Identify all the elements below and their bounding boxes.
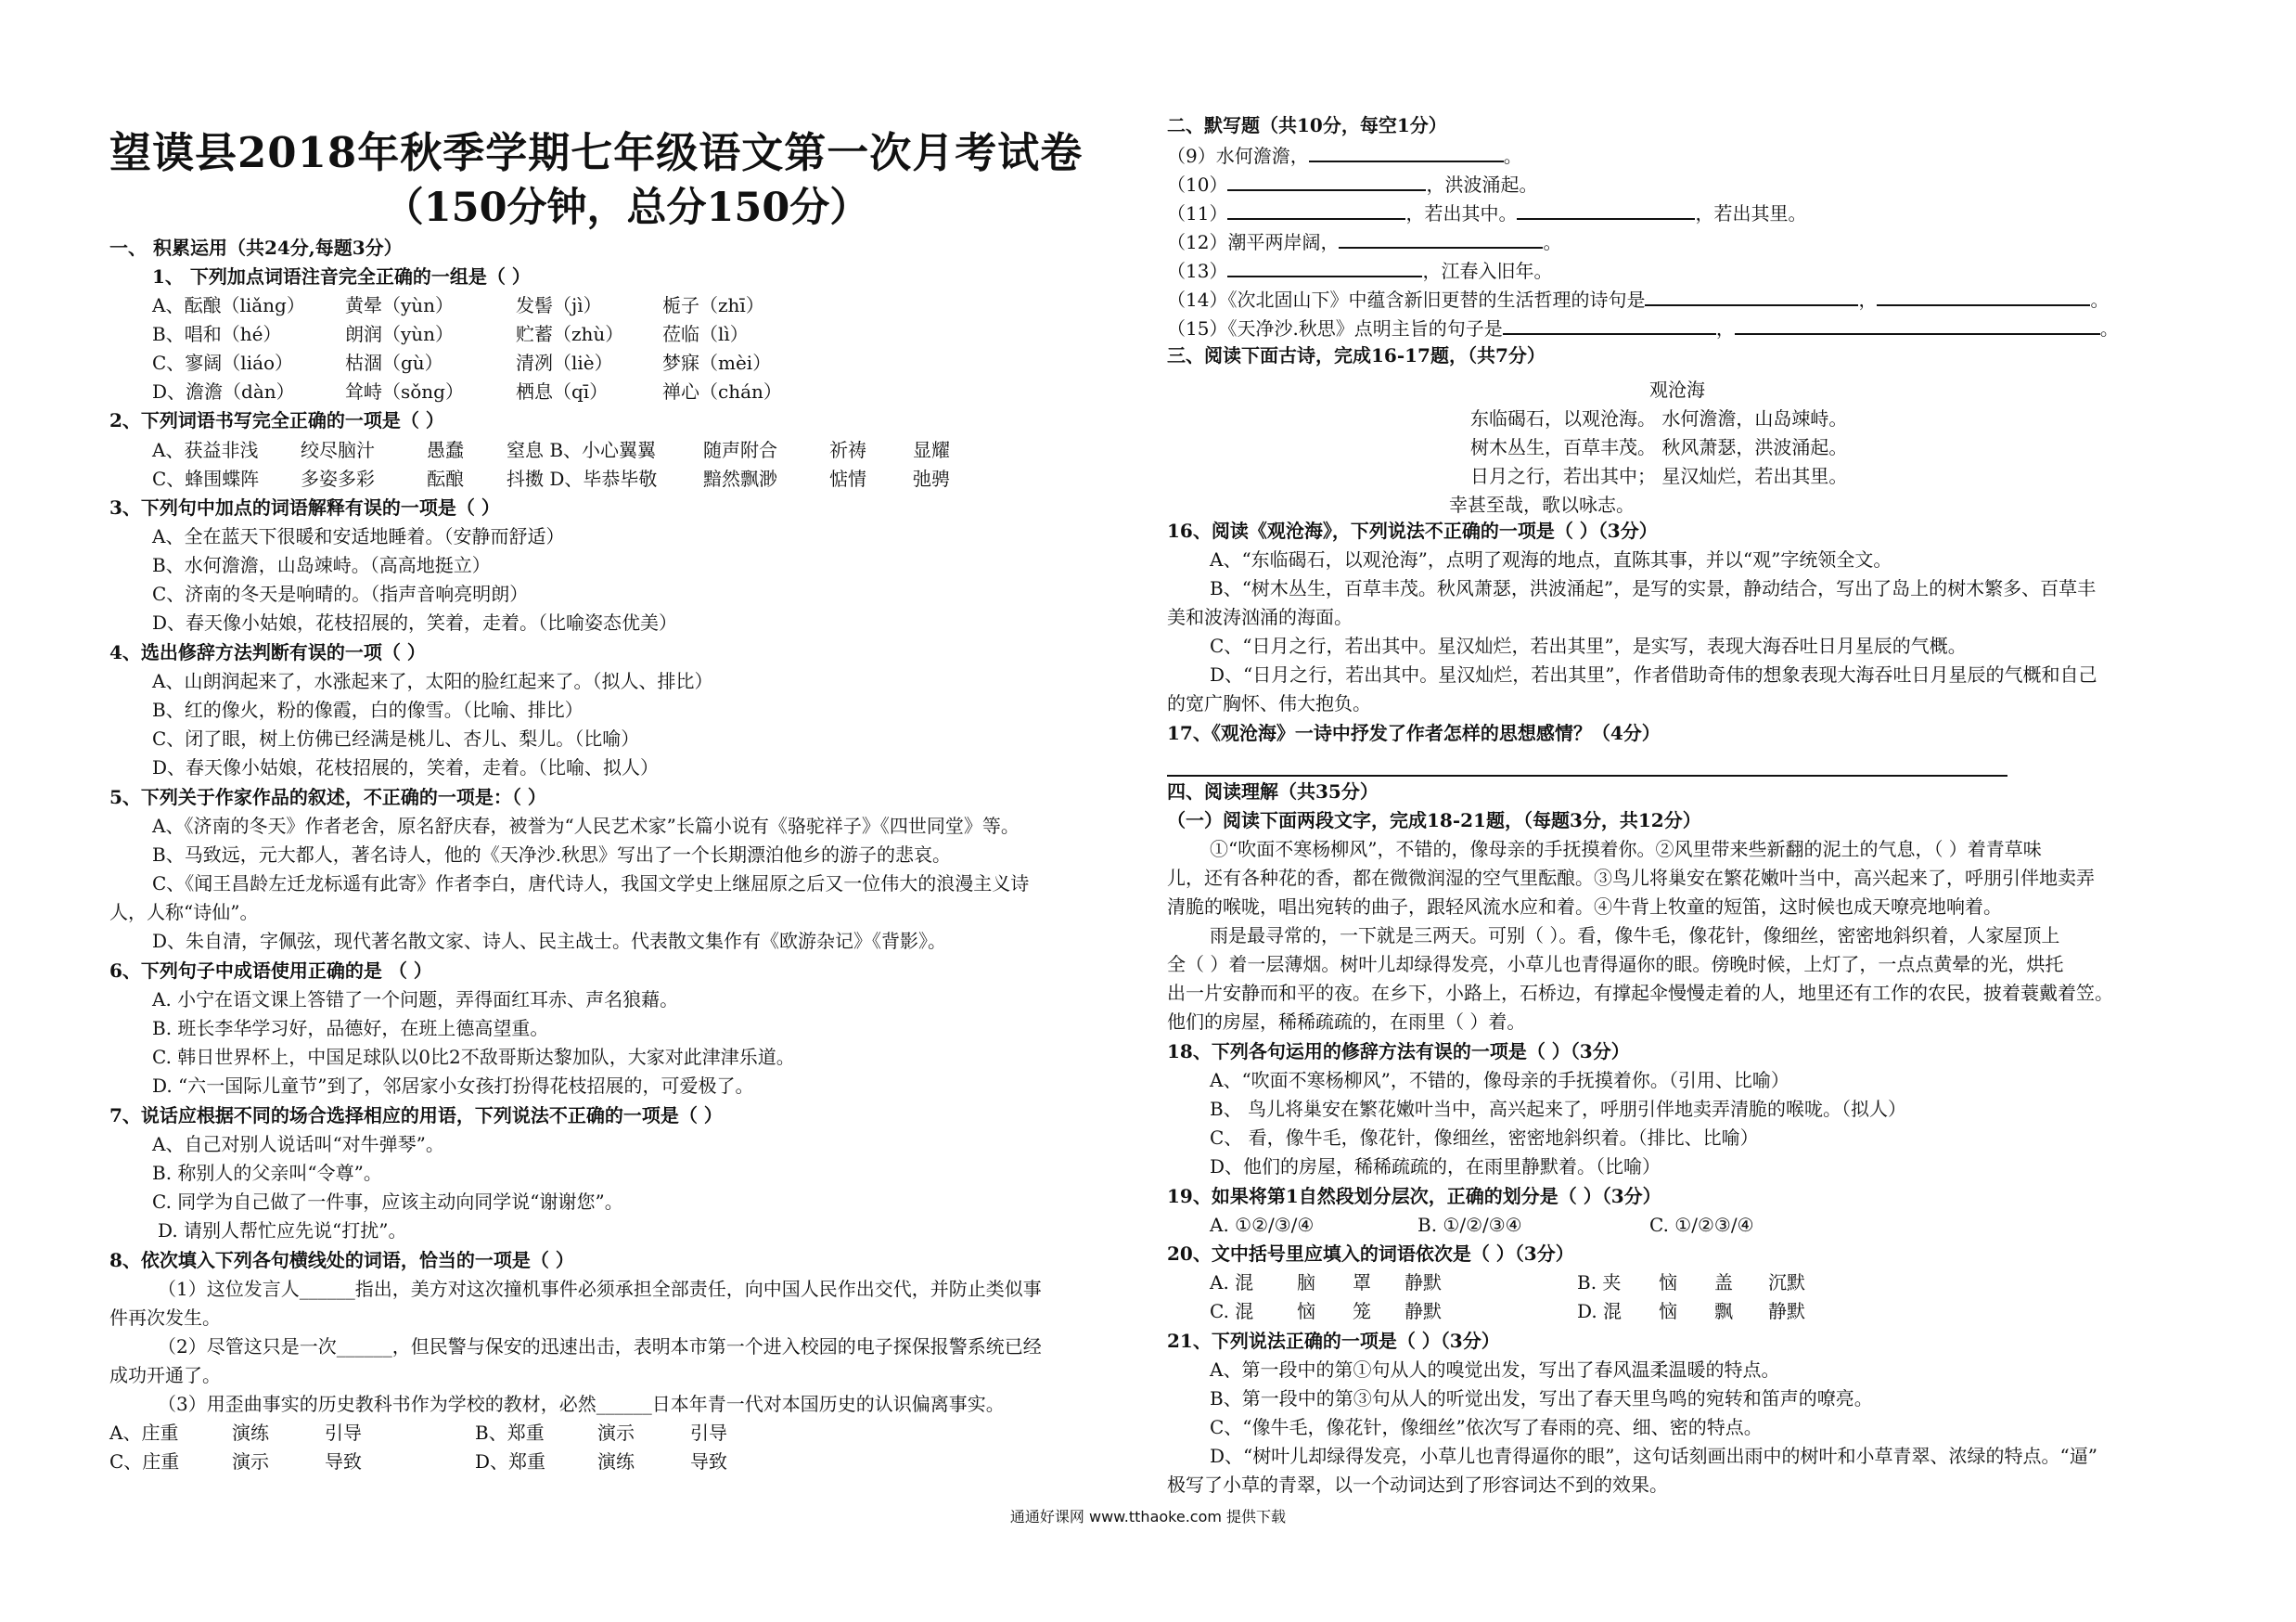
fill-9-text: （9）水何澹澹， (1167, 145, 1309, 167)
q8-opt-a-3: 引导 (325, 1422, 362, 1444)
fill-9: （9）水何澹澹， 。 (1167, 142, 1522, 168)
q2-c-2: 多姿多彩 (301, 468, 375, 490)
q1-option-c-1: C、寥阔（liáo） (152, 352, 294, 374)
q19-opt-a: A. ①②/③/④ (1210, 1214, 1315, 1236)
q20-a-2: 脑 (1297, 1271, 1315, 1294)
fill-11 (1167, 200, 1806, 225)
section-2-heading: 二、默写题（共10分，每空1分） (1167, 114, 1447, 136)
q1-option-a-3: 发髻（jì） (516, 294, 602, 316)
q8-sentence-3: （3）用歪曲事实的历史教科书作为学校的教材，必然______日本年青一代对本国历史的认识偏离事实。 (158, 1393, 1005, 1415)
q7-b: B. 称别人的父亲叫“令尊”。 (152, 1162, 382, 1184)
q8-opt-b-2: 演示 (597, 1422, 635, 1444)
fill-13-blank[interactable] (1227, 257, 1422, 277)
q18-a: A、“吹面不寒杨柳风”，不错的，像母亲的手抚摸着你。（引用、比喻） (1210, 1069, 1789, 1091)
question-4: 4、选出修辞方法判断有误的一项（ ） (109, 641, 426, 663)
q21-c: C、“像牛毛，像花针，像细丝”依次写了春雨的亮、细、密的特点。 (1210, 1416, 1763, 1438)
q8-sentence-2-line2: 成功开通了。 (109, 1364, 221, 1386)
question-21: 21、下列说法正确的一项是（ ）（3分） (1167, 1330, 1500, 1352)
q8-opt-c-2: 演示 (232, 1450, 269, 1473)
q6-d: D. “六一国际儿童节”到了，邻居家小女孩打扮得花枝招展的，可爱极了。 (152, 1075, 754, 1097)
fill-13 (1167, 257, 1552, 283)
q16-b-line2: 美和波涛汹涌的海面。 (1167, 606, 1353, 628)
q3-c: C、济南的冬天是响晴的。（指声音响亮明朗） (152, 583, 529, 605)
fill-15-text: （15）《天净沙.秋思》点明主旨的句子是 (1167, 317, 1503, 340)
q2-a-4: 窒息 B、小心翼翼 (507, 439, 657, 461)
q5-c-line1: C、《闻王昌龄左迁龙标遥有此寄》作者李白，唐代诗人，我国文学史上继屈原之后又一位伟大的浪漫主义诗 (152, 872, 1030, 895)
fill-12-blank[interactable] (1339, 228, 1543, 249)
question-16: 16、阅读《观沧海》，下列说法不正确的一项是（ ）（3分） (1167, 520, 1658, 542)
q2-c-4: 抖擞 D、毕恭毕敬 (507, 468, 658, 490)
q16-d-line2: 的宽广胸怀、伟大抱负。 (1167, 692, 1371, 714)
question-19: 19、如果将第1自然段划分层次，正确的划分是（ ）（3分） (1167, 1185, 1661, 1207)
q20-b-4: 沉默 (1768, 1271, 1805, 1294)
q2-a-6: 祈祷 (829, 439, 866, 461)
q7-a: A、自己对别人说话叫“对牛弹琴”。 (152, 1133, 444, 1155)
q3-a: A、全在蓝天下很暖和安适地睡着。（安静而舒适） (152, 525, 565, 547)
fill-14-blank-1[interactable] (1645, 286, 1858, 306)
q1-option-c-2: 枯涸（gù） (345, 352, 443, 374)
q2-c-1: C、蜂围蝶阵 (152, 468, 260, 490)
q5-a: A、《济南的冬天》作者老舍，原名舒庆春，被誉为“人民艺术家”长篇小说有《骆驼祥子》《四世同堂》等。 (152, 815, 1020, 837)
q20-d-1: D. 混 (1577, 1300, 1623, 1322)
q1-option-a-4: 栀子（zhī） (662, 294, 764, 316)
fill-14: （14）《次北固山下》中蕴含新旧更替的生活哲理的诗句是 ， 。 (1167, 286, 2109, 312)
q5-d: D、朱自清，字佩弦，现代著名散文家、诗人、民主战士。代表散文集作有《欧游杂记》《背影》。 (152, 930, 947, 952)
q16-c: C、“日月之行，若出其中。星汉灿烂，若出其里”，是实写，表现大海吞吐日月星辰的气概。 (1210, 635, 1967, 657)
q1-option-b-3: 贮蓄（zhù） (516, 323, 624, 345)
q21-d-line2: 极写了小草的青翠，以一个动词达到了形容词达不到的效果。 (1167, 1474, 1668, 1496)
fill-12: （12）潮平两岸阔， 。 (1167, 228, 1561, 254)
q4-b: B、红的像火，粉的像霞，白的像雪。（比喻、排比） (152, 699, 584, 721)
q6-c: C. 韩日世界杯上，中国足球队以0比2不敌哥斯达黎加队，大家对此津津乐道。 (152, 1046, 795, 1068)
q7-c: C. 同学为自己做了一件事，应该主动向同学说“谢谢您”。 (152, 1191, 623, 1213)
q2-a-1: A、获益非浅 (152, 439, 259, 461)
q2-a-5: 随声附合 (703, 439, 777, 461)
q3-d: D、春天像小姑娘，花枝招展的，笑着，走着。（比喻姿态优美） (152, 611, 678, 634)
q8-opt-b-1: B、郑重 (475, 1422, 545, 1444)
q20-a-3: 罩 (1353, 1271, 1371, 1294)
q7-d: D. 请别人帮忙应先说“打扰”。 (158, 1219, 407, 1242)
passage-p1-line3: 清脆的喉咙，唱出宛转的曲子，跟轻风流水应和着。④牛背上牧童的短笛，这时候也成天嘹亮地响着。 (1167, 895, 2002, 918)
q21-d-line1: D、“树叶儿却绿得发亮，小草儿也青得逼你的眼”，这句话刻画出雨中的树叶和小草青翠、浓绿的特点。“逼” (1210, 1445, 2097, 1467)
poem-line-3: 日月之行，若出其中； 星汉灿烂，若出其里。 (1470, 465, 1848, 487)
q20-d-4: 静默 (1768, 1300, 1805, 1322)
fill-10 (1167, 171, 1537, 197)
q8-opt-d-3: 导致 (690, 1450, 727, 1473)
q19-opt-c: C. ①/②③/④ (1649, 1214, 1754, 1236)
fill-11-text-2: ，若出其里。 (1695, 202, 1807, 225)
q2-a-3: 愚蠢 (427, 439, 464, 461)
poem-line-4: 幸甚至哉，歌以咏志。 (1449, 494, 1635, 516)
question-18: 18、下列各句运用的修辞方法有误的一项是（ ）（3分） (1167, 1040, 1630, 1062)
fill-11-text-1: ，若出其中。 (1405, 202, 1518, 225)
fill-13-label: （13） (1167, 260, 1228, 282)
exam-title: 望谟县2018年秋季学期七年级语文第一次月考试卷 (109, 128, 1084, 177)
q8-sentence-1-line2: 件再次发生。 (109, 1307, 221, 1329)
q5-c-line2: 人，人称“诗仙”。 (109, 901, 259, 923)
q20-c-3: 笼 (1353, 1300, 1371, 1322)
fill-15-blank-2[interactable] (1735, 315, 2100, 335)
poem-line-1: 东临碣石，以观沧海。 水何澹澹，山岛竦峙。 (1470, 407, 1848, 430)
q20-c-4: 静默 (1405, 1300, 1442, 1322)
q18-d: D、他们的房屋，稀稀疏疏的，在雨里静默着。（比喻） (1210, 1155, 1661, 1178)
q16-d-line1: D、“日月之行，若出其中。星汉灿烂，若出其里”，作者借助奇伟的想象表现大海吞吐日月星辰的气概和自己 (1210, 663, 2097, 686)
q20-a-1: A. 混 (1210, 1271, 1254, 1294)
subsection-1-heading: （一）阅读下面两段文字，完成18-21题，（每题3分，共12分） (1167, 809, 1701, 831)
passage-p1-line2: 儿，还有各种花的香，都在微微润湿的空气里酝酿。③鸟儿将巢安在繁花嫩叶当中，高兴起来了，呼朋引伴地卖弄 (1167, 867, 2095, 889)
q1-option-d-4: 禅心（chán） (662, 380, 782, 403)
fill-14-text: （14）《次北固山下》中蕴含新旧更替的生活哲理的诗句是 (1167, 289, 1646, 311)
q18-b: B、 鸟儿将巢安在繁花嫩叶当中，高兴起来了，呼朋引伴地卖弄清脆的喉咙。（拟人） (1210, 1098, 1907, 1120)
fill-11-blank-1[interactable] (1227, 200, 1405, 220)
q1-option-b-2: 朗润（yùn） (345, 323, 455, 345)
q18-c: C、 看，像牛毛，像花针，像细丝，密密地斜织着。（排比、比喻） (1210, 1126, 1759, 1149)
fill-11-blank-2[interactable] (1517, 200, 1695, 220)
question-7: 7、说话应根据不同的场合选择相应的用语，下列说法不正确的一项是（ ） (109, 1104, 723, 1126)
q1-option-b-1: B、唱和（hé） (152, 323, 282, 345)
exam-subtitle: （150分钟，总分150分） (383, 185, 870, 231)
q20-c-2: 恼 (1297, 1300, 1315, 1322)
q1-option-c-4: 梦寐（mèi） (662, 352, 772, 374)
q2-a-2: 绞尽脑汁 (301, 439, 375, 461)
section-4-heading: 四、阅读理解（共35分） (1167, 780, 1379, 803)
q8-opt-a-2: 演练 (232, 1422, 269, 1444)
q20-d-3: 飘 (1714, 1300, 1733, 1322)
section-1-heading: 一、 积累运用（共24分,每题3分） (109, 237, 403, 259)
fill-9-blank[interactable] (1309, 142, 1504, 162)
q8-opt-d-2: 演练 (597, 1450, 635, 1473)
fill-13-text: ，江春入旧年。 (1422, 260, 1553, 282)
question-5: 5、下列关于作家作品的叙述，不正确的一项是：（ ） (109, 786, 546, 808)
q20-b-1: B. 夹 (1577, 1271, 1622, 1294)
q19-opt-b: B. ①/②/③④ (1417, 1214, 1522, 1236)
q16-a: A、“东临碣石，以观沧海”，点明了观海的地点，直陈其事，并以“观”字统领全文。 (1210, 548, 1892, 571)
q8-opt-b-3: 引导 (690, 1422, 727, 1444)
q1-option-c-3: 清冽（liè） (516, 352, 613, 374)
q2-c-5: 黯然飘渺 (703, 468, 777, 490)
passage-p2-line3: 出一片安静而和平的夜。在乡下，小路上，石桥边，有撑起伞慢慢走着的人，地里还有工作的农民，披着蓑戴着笠。 (1167, 982, 2113, 1004)
fill-15: （15）《天净沙.秋思》点明主旨的句子是 ， 。 (1167, 315, 2119, 341)
footer-watermark: 通通好课网 www.tthaoke.com 提供下载 (1009, 1508, 1287, 1525)
q21-a: A、第一段中的第①句从人的嗅觉出发，写出了春风温柔温暖的特点。 (1210, 1358, 1780, 1381)
fill-12-text: （12）潮平两岸阔， (1167, 231, 1340, 253)
q1-option-b-4: 莅临（lì） (662, 323, 749, 345)
passage-p1-line1: ①“吹面不寒杨柳风”，不错的，像母亲的手抚摸着你。②风里带来些新翻的泥土的气息，（ ）着青草味 (1210, 838, 2042, 860)
fill-14-blank-2[interactable] (1877, 286, 2090, 306)
q4-c: C、闭了眼，树上仿佛已经满是桃儿、杏儿、梨儿。（比喻） (152, 727, 640, 750)
q20-b-3: 盖 (1714, 1271, 1733, 1294)
q6-a: A. 小宁在语文课上答错了一个问题，弄得面红耳赤、声名狼藉。 (152, 988, 679, 1011)
q6-b: B. 班长李华学习好，品德好，在班上德高望重。 (152, 1017, 549, 1039)
fill-11-label: （11） (1167, 202, 1228, 225)
fill-10-blank[interactable] (1227, 171, 1426, 191)
q4-a: A、山朗润起来了，水涨起来了，太阳的脸红起来了。（拟人、排比） (152, 670, 713, 692)
q20-d-2: 恼 (1659, 1300, 1677, 1322)
question-3: 3、下列句中加点的词语解释有误的一项是（ ） (109, 496, 500, 519)
q20-c-1: C. 混 (1210, 1300, 1254, 1322)
fill-15-blank-1[interactable] (1503, 315, 1716, 335)
q8-opt-a-1: A、庄重 (109, 1422, 179, 1444)
q4-d: D、春天像小姑娘，花枝招展的，笑着，走着。（比喻、拟人） (152, 756, 660, 779)
q17-answer-line[interactable] (1167, 775, 2007, 777)
poem-line-2: 树木丛生，百草丰茂。 秋风萧瑟，洪波涌起。 (1470, 436, 1848, 458)
q8-opt-c-3: 导致 (325, 1450, 362, 1473)
q2-c-7: 弛骋 (913, 468, 950, 490)
fill-10-label: （10） (1167, 174, 1228, 196)
q21-b: B、第一段中的第③句从人的听觉出发，写出了春天里鸟鸣的宛转和笛声的嘹亮。 (1210, 1387, 1873, 1410)
q8-opt-d-1: D、郑重 (475, 1450, 546, 1473)
question-6: 6、下列句子中成语使用正确的是 （ ） (109, 959, 432, 982)
fill-10-text: ，洪波涌起。 (1426, 174, 1538, 196)
q16-b-line1: B、“树木丛生，百草丰茂。秋风萧瑟，洪波涌起”，是写的实景，静动结合，写出了岛上的树木繁多、百草丰 (1210, 577, 2097, 599)
q1-option-d-2: 耸峙（sǒng） (345, 380, 464, 403)
q8-sentence-1-line1: （1）这位发言人______指出，美方对这次撞机事件必须承担全部责任，向中国人民作出交代，并防止类似事 (158, 1278, 1042, 1300)
passage-p2-line1: 雨是最寻常的，一下就是三两天。可别（ ）。看，像牛毛，像花针，像细丝，密密地斜织着，人家屋顶上 (1210, 924, 2060, 946)
q3-b: B、水何澹澹，山岛竦峙。（高高地挺立） (152, 554, 491, 576)
question-2: 2、下列词语书写完全正确的一项是（ ） (109, 409, 444, 431)
q2-a-7: 显耀 (913, 439, 950, 461)
question-20: 20、文中括号里应填入的词语依次是（ ）（3分） (1167, 1242, 1574, 1265)
section-3-heading: 三、阅读下面古诗，完成16-17题，（共7分） (1167, 344, 1546, 367)
poem-title: 观沧海 (1649, 379, 1705, 401)
q1-option-d-3: 栖息（qī） (516, 380, 609, 403)
q5-b: B、马致远，元大都人，著名诗人，他的《天净沙.秋思》写出了一个长期漂泊他乡的游子的悲哀。 (152, 843, 952, 866)
passage-p2-line4: 他们的房屋，稀稀疏疏的，在雨里（ ）着。 (1167, 1011, 1526, 1033)
q1-option-d-1: D、澹澹（dàn） (152, 380, 295, 403)
question-8: 8、依次填入下列各句横线处的词语，恰当的一项是（ ） (109, 1249, 574, 1271)
passage-p2-line2: 全（ ）着一层薄烟。树叶儿却绿得发亮，小草儿也青得逼你的眼。傍晚时候，上灯了，一点点黄晕的光，烘托 (1167, 953, 2064, 975)
q8-opt-c-1: C、庄重 (109, 1450, 180, 1473)
q1-option-a-1: A、酝酿（liǎng） (152, 294, 305, 316)
question-1: 1、 下列加点词语注音完全正确的一组是（ ） (152, 265, 531, 288)
q2-c-6: 惦情 (829, 468, 866, 490)
q20-a-4: 静默 (1405, 1271, 1442, 1294)
q2-c-3: 酝酿 (427, 468, 464, 490)
q8-sentence-2-line1: （2）尽管这只是一次______，但民警与保安的迅速出击，表明本市第一个进入校园的电子探保报警系统已经 (158, 1335, 1042, 1358)
question-17: 17、《观沧海》一诗中抒发了作者怎样的思想感情？（4分） (1167, 722, 1661, 744)
q20-b-2: 恼 (1659, 1271, 1677, 1294)
q1-option-a-2: 黄晕（yùn） (345, 294, 455, 316)
